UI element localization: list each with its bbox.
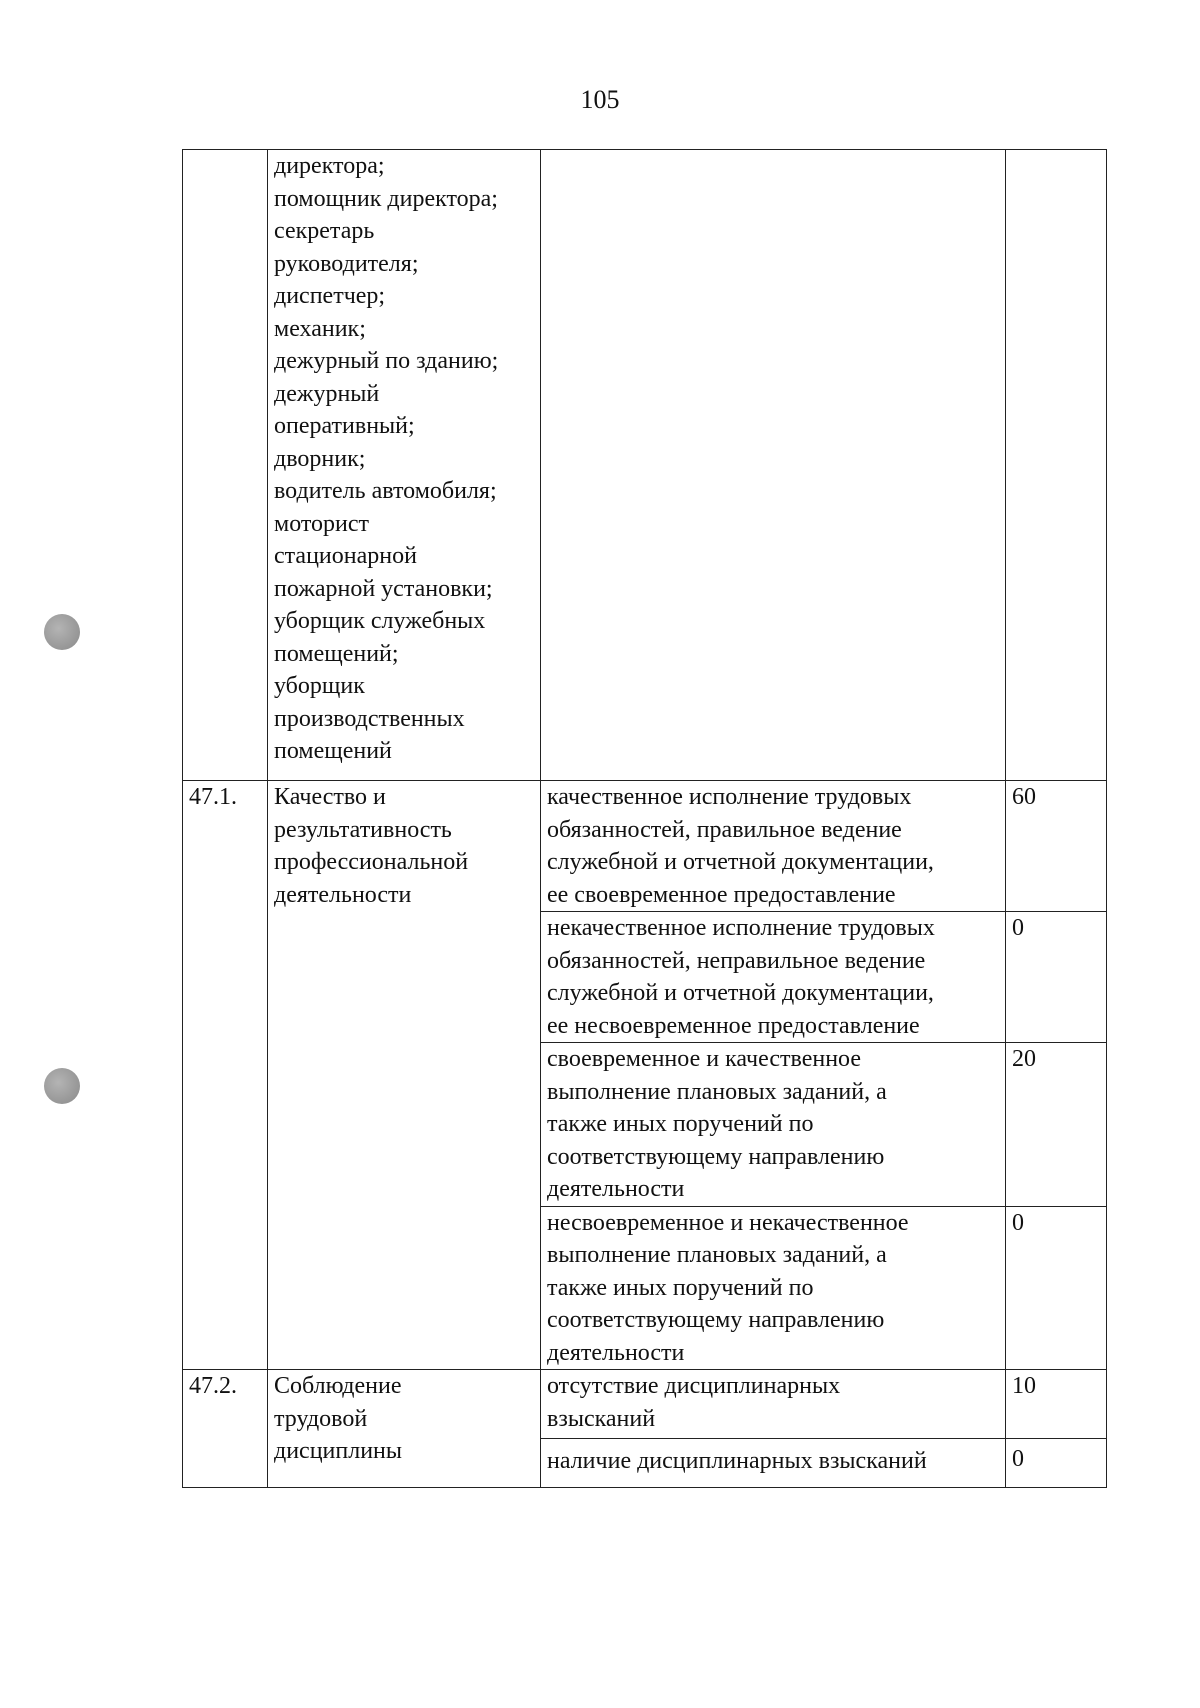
- section-name-line: деятельности: [274, 881, 412, 908]
- punch-hole-mark: [44, 1068, 80, 1104]
- section-number: 47.1.: [183, 781, 268, 1370]
- position-line: дежурный: [274, 380, 380, 407]
- position-line: секретарь: [274, 218, 375, 244]
- criterion-line: также иных поручений по: [547, 1274, 814, 1301]
- criterion-line: служебной и отчетной документации,: [547, 849, 934, 875]
- criterion-line: служебной и отчетной документации,: [547, 980, 934, 1006]
- criterion-line: деятельности: [547, 1176, 685, 1202]
- criteria-cell-empty: [541, 150, 1006, 781]
- position-line: пожарной установки;: [274, 575, 493, 602]
- points-cell: 0: [1006, 1439, 1107, 1488]
- criterion-line: обязанностей, неправильное ведение: [547, 947, 926, 974]
- criterion-line: выполнение плановых заданий, а: [547, 1078, 887, 1105]
- criterion-line: деятельности: [547, 1339, 685, 1366]
- criterion-line: качественное исполнение трудовых: [547, 784, 912, 810]
- criterion-line: выполнение плановых заданий, а: [547, 1242, 887, 1268]
- criterion-line: своевременное и качественное: [547, 1046, 861, 1072]
- punch-hole-mark: [44, 614, 80, 650]
- position-line: помещений: [274, 738, 392, 764]
- section-name-line: Соблюдение: [274, 1373, 402, 1399]
- section-name-line: профессиональной: [274, 849, 469, 875]
- points-cell: 60: [1006, 781, 1107, 912]
- section-name: [268, 781, 541, 1370]
- section-name-line: трудовой: [274, 1405, 368, 1432]
- position-line: дворник;: [274, 445, 366, 472]
- position-line: помощник директора;: [274, 185, 498, 212]
- position-line: руководителя;: [274, 250, 419, 277]
- criterion-line: взысканий: [547, 1405, 656, 1432]
- criterion-line: ее несвоевременное предоставление: [547, 1012, 920, 1039]
- position-line: помещений;: [274, 640, 399, 667]
- position-line: механик;: [274, 315, 366, 342]
- position-line: оперативный;: [274, 413, 415, 439]
- criterion-line: обязанностей, правильное ведение: [547, 816, 902, 843]
- criterion-cell: [541, 1439, 1006, 1488]
- table-row: [183, 1370, 1107, 1439]
- section-name-line: результативность: [274, 816, 452, 843]
- position-line: уборщик служебных: [274, 608, 486, 634]
- position-line: диспетчер;: [274, 283, 386, 309]
- criterion-line: наличие дисциплинарных взысканий: [547, 1448, 927, 1474]
- criteria-table: [182, 149, 1107, 1488]
- criterion-line: соответствующему направлению: [547, 1143, 885, 1170]
- position-line: водитель автомобиля;: [274, 478, 497, 504]
- points-cell: 0: [1006, 1206, 1107, 1370]
- position-line: стационарной: [274, 543, 417, 569]
- criterion-cell: [541, 781, 1006, 912]
- criterion-line: соответствующему направлению: [547, 1307, 885, 1333]
- criterion-line: некачественное исполнение трудовых: [547, 915, 935, 941]
- section-name: [268, 1370, 541, 1488]
- position-line: моторист: [274, 510, 370, 537]
- points-cell: 10: [1006, 1370, 1107, 1439]
- page-number: 105: [580, 85, 620, 114]
- table-row-continued: [183, 150, 1107, 781]
- criterion-line: отсутствие дисциплинарных: [547, 1373, 841, 1399]
- positions-list-cell: [268, 150, 541, 781]
- criterion-cell: [541, 1370, 1006, 1439]
- section-number: 47.2.: [183, 1370, 268, 1488]
- criterion-line: несвоевременное и некачественное: [547, 1209, 909, 1236]
- points-cell: 0: [1006, 912, 1107, 1043]
- table-row: [183, 781, 1107, 912]
- criterion-line: также иных поручений по: [547, 1111, 814, 1137]
- position-line: уборщик: [274, 673, 365, 699]
- number-cell-empty: [183, 150, 268, 781]
- criterion-cell: [541, 1043, 1006, 1207]
- criterion-line: ее своевременное предоставление: [547, 881, 896, 908]
- criterion-cell: [541, 1206, 1006, 1370]
- position-line: дежурный по зданию;: [274, 348, 499, 374]
- points-cell: 20: [1006, 1043, 1107, 1207]
- points-cell-empty: [1006, 150, 1107, 781]
- section-name-line: дисциплины: [274, 1438, 403, 1464]
- criterion-cell: [541, 912, 1006, 1043]
- position-line: производственных: [274, 705, 465, 732]
- section-name-line: Качество и: [274, 784, 386, 810]
- position-line: директора;: [274, 153, 385, 179]
